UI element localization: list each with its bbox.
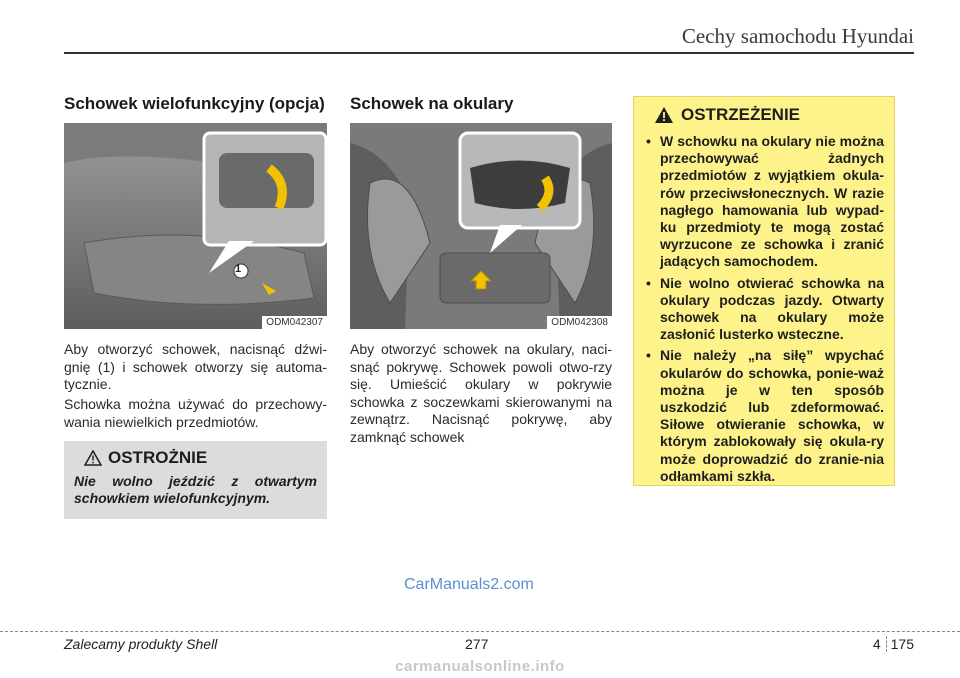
caution-box [64, 441, 327, 519]
footer-rule [0, 631, 960, 632]
photo-multi-storage [64, 123, 327, 329]
warning-item: • W schowku na okulary nie można przechowywać żadnych przedmiotów z wyjątkiem okula-rów przeciwsłonecznych. W razie nagłego hamowania lub wypad-ku przedmioty te mogą zostać wyrzucone ze schowka i zranić jadących samochodem. [646, 133, 884, 271]
section-heading-glasses-holder: Schowek na okulary [350, 94, 514, 113]
paragraph-open-storage: Aby otworzyć schowek, nacisnąć dźwi-gnię (1) i schowek otworzy się automa-tycznie. [64, 341, 327, 392]
photo-code: ODM042307 [262, 316, 327, 329]
warning-triangle-icon [654, 106, 674, 124]
paragraph-storage-usage: Schowka można używać do przechowy-wania niewielkich przedmiotów. [64, 396, 327, 430]
chapter-number: 4 [873, 636, 887, 652]
chapter-page-number: 175 [890, 636, 914, 652]
header-rule [64, 52, 914, 54]
header-title: Cechy samochodu Hyundai [681, 24, 914, 48]
footer-page-number: 277 [465, 636, 489, 652]
photo-code: ODM042308 [547, 316, 612, 329]
paragraph-glasses-holder: Aby otworzyć schowek na okulary, naci-snąć pokrywę. Schowek powoli otwo-rzy się. Umieścić okulary w pokrywie schowka z soczewkami skierowanymi na zewnątrz. Nacisnąć pokrywę, aby zamknąć schowek [350, 341, 612, 445]
bottom-watermark: carmanualsonline.info [395, 657, 565, 675]
warning-box [633, 96, 895, 486]
section-heading-multi-storage: Schowek wielofunkcyjny (opcja) [64, 94, 325, 113]
photo-glasses-holder [350, 123, 612, 329]
multi-storage-illustration [64, 123, 327, 329]
watermark-link[interactable]: CarManuals2.com [404, 576, 534, 593]
warning-item: • Nie wolno otwierać schowka na okulary podczas jazdy. Otwarty schowek na okulary może zasłonić lusterko wsteczne. [646, 275, 884, 344]
glasses-holder-illustration [350, 123, 612, 329]
footer-chapter-page [873, 636, 914, 652]
warning-item: • Nie należy „na siłę” wpychać okularów do schowka, ponie-waż można je w ten sposób uszkodzić lub zdeformować. Siłowe otwieranie schowka, w którym zablokowały się okula-ry może doprowadzić do zranie-nia odłamkami szkła. [646, 347, 884, 485]
callout-number: 1 [235, 263, 242, 275]
caution-text: Nie wolno jeździć z otwartym schowkiem wielofunkcyjnym. [74, 473, 317, 506]
warning-title: OSTRZEŻENIE [681, 105, 801, 124]
caution-title: OSTROŻNIE [108, 448, 208, 467]
caution-triangle-icon [84, 450, 102, 466]
footer-note: Zalecamy produkty Shell [64, 636, 218, 652]
warning-list [646, 133, 884, 485]
